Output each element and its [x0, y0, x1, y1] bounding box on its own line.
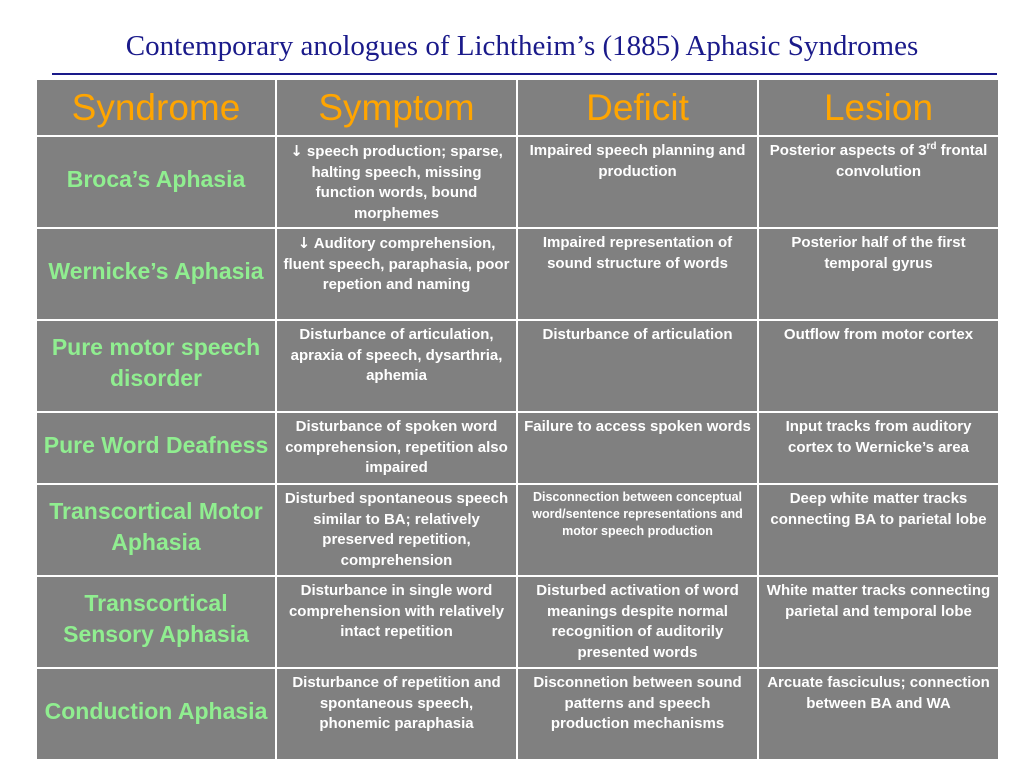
deficit-cell: Disconnection between conceptual word/sentence representations and motor speech production — [517, 484, 758, 576]
deficit-cell: Impaired speech planning and production — [517, 136, 758, 228]
table-row — [36, 136, 999, 228]
symptom-cell: Disturbance of spoken word comprehension, repetition also impaired — [276, 412, 517, 484]
table-row — [36, 484, 999, 576]
deficit-cell: Disconnetion between sound patterns and speech production mechanisms — [517, 668, 758, 760]
syndrome-cell: Wernicke’s Aphasia — [36, 228, 276, 320]
lesion-text: Posterior aspects of 3 — [769, 142, 927, 159]
symptom-cell — [276, 136, 517, 228]
syndrome-cell: Pure Word Deafness — [36, 412, 276, 484]
table-row — [36, 412, 999, 484]
header-lesion: Lesion — [758, 79, 999, 136]
lesion-cell: Outflow from motor cortex — [758, 320, 999, 412]
syndrome-cell: Broca’s Aphasia — [36, 136, 276, 228]
lesion-text-end: frontal convolution — [836, 142, 988, 180]
symptom-text: speech production; sparse, halting speech, missing function words, bound morphemes — [302, 143, 503, 222]
header-symptom: Symptom — [276, 79, 517, 136]
lesion-cell: White matter tracks connecting parietal and temporal lobe — [758, 576, 999, 668]
deficit-cell: Failure to access spoken words — [517, 412, 758, 484]
symptom-cell: Disturbance in single word comprehension with relatively intact repetition — [276, 576, 517, 668]
symptom-cell — [276, 228, 517, 320]
slide-title: Contemporary anologues of Lichtheim’s (1885) Aphasic Syndromes — [125, 30, 919, 62]
header-deficit: Deficit — [517, 79, 758, 136]
lesion-cell: Posterior half of the first temporal gyrus — [758, 228, 999, 320]
table-row — [36, 228, 999, 320]
deficit-cell: Impaired representation of sound structure of words — [517, 228, 758, 320]
lesion-cell: Deep white matter tracks connecting BA to parietal lobe — [758, 484, 999, 576]
symptom-cell: Disturbance of repetition and spontaneous speech, phonemic paraphasia — [276, 668, 517, 760]
table-row — [36, 320, 999, 412]
down-arrow-icon: ↓ — [297, 234, 311, 252]
symptom-cell: Disturbed spontaneous speech similar to BA; relatively preserved repetition, comprehension — [276, 484, 517, 576]
lesion-cell — [758, 136, 999, 228]
header-syndrome: Syndrome — [36, 79, 276, 136]
down-arrow-icon: ↓ — [290, 142, 303, 160]
table-row — [36, 576, 999, 668]
ordinal-suffix: rd — [926, 141, 937, 152]
symptom-text: Auditory comprehension, fluent speech, paraphasia, poor repetion and naming — [283, 235, 510, 293]
header-row — [36, 79, 999, 136]
deficit-cell: Disturbed activation of word meanings despite normal recognition of auditorily presented words — [517, 576, 758, 668]
lesion-cell: Input tracks from auditory cortex to Wernicke’s area — [758, 412, 999, 484]
syndromes-table — [35, 78, 1000, 761]
syndrome-cell: Pure motor speech disorder — [36, 320, 276, 412]
lesion-cell: Arcuate fasciculus; connection between BA and WA — [758, 668, 999, 760]
deficit-cell: Disturbance of articulation — [517, 320, 758, 412]
syndrome-cell: Conduction Aphasia — [36, 668, 276, 760]
symptom-cell: Disturbance of articulation, apraxia of speech, dysarthria, aphemia — [276, 320, 517, 412]
syndrome-cell: Transcortical Motor Aphasia — [36, 484, 276, 576]
title-underline — [52, 73, 997, 75]
table-row — [36, 668, 999, 760]
syndrome-cell: Transcortical Sensory Aphasia — [36, 576, 276, 668]
